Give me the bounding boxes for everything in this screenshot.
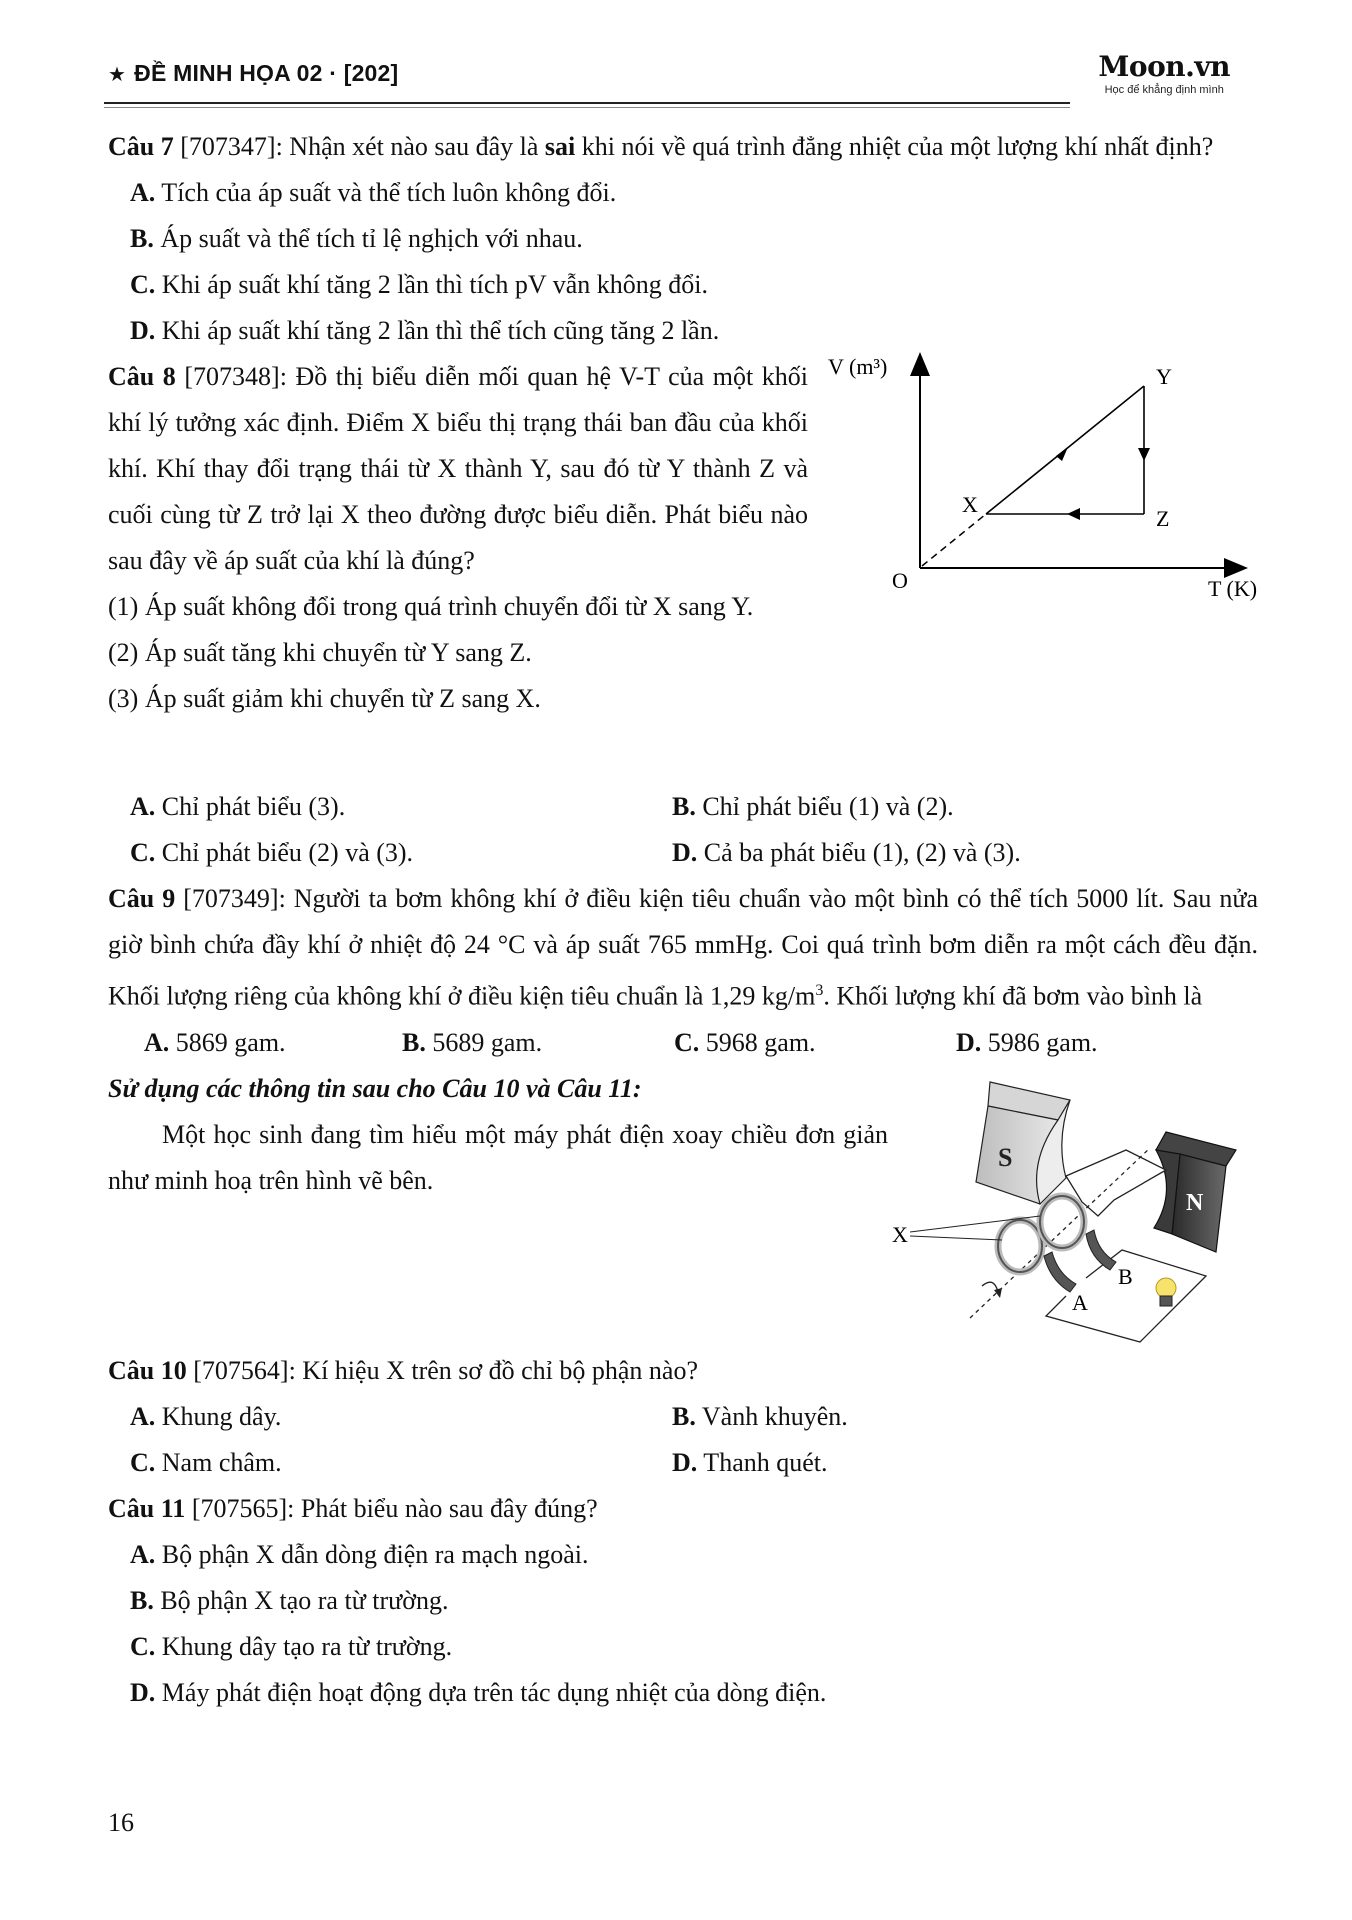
question-9 [108,876,1258,1066]
question-id: [707349] [183,884,279,913]
question-id: [707565] [191,1493,288,1523]
point-z-label: Z [1156,506,1170,531]
option-b[interactable]: B. 5689 gam. [402,1027,543,1057]
extrapolation-dashed-line [922,514,986,566]
question-10-options [108,1394,1258,1486]
question-label: Câu 11 [108,1493,186,1523]
question-label: Câu 10 [108,1355,187,1385]
option-a[interactable]: A. 5869 gam. [144,1027,286,1057]
shared-info-heading: Sử dụng các thông tin sau cho Câu 10 và Câu 11: [108,1073,642,1103]
option-c[interactable]: C. Khi áp suất khí tăng 2 lần thì tích pV vẫn không đổi. [130,270,708,299]
option-b[interactable]: B. Áp suất và thể tích tỉ lệ nghịch với nhau. [130,224,583,253]
exam-title-text: ĐỀ MINH HỌA 02 · [202] [134,60,399,86]
option-c[interactable]: C. 5968 gam. [674,1027,816,1057]
question-stem: Câu 11 [707565]: Phát biểu nào sau đây đúng? [108,1493,598,1523]
shared-info-body: Một học sinh đang tìm hiểu một máy phát điện xoay chiều đơn giản như minh hoạ trên hình vẽ bên. [108,1119,888,1195]
question-stem: Câu 8 [707348]: Đồ thị biểu diễn mối quan hệ V-T của một khối khí lý tưởng xác định. Điểm X biểu thị trạng thái ban đầu của khối khí. Khí thay đổi trạng thái từ X thành Y, sau đó từ Y thành Z và cuối cùng từ Z trở lại X theo đường được biểu diễn. Phát biểu nào sau đây về áp suất của khí là đúng? (1) Áp suất không đổi trong quá trình chuyển đổi từ X sang Y. (2) Áp suất tăng khi chuyển từ Y sang Z. (3) Áp suất giảm khi chuyển từ Z sang X. [108,354,808,722]
label-a: A [1072,1289,1088,1315]
brush-b [1086,1230,1116,1270]
question-stem: Câu 7 [707347]: Nhận xét nào sau đây là sai khi nói về quá trình đẳng nhiệt của một lượng khí nhất định? [108,132,1214,161]
option-a[interactable]: A. Khung dây. [130,1401,282,1431]
question-7 [108,124,1258,354]
page-content [108,124,1258,1716]
magnet-s [976,1082,1070,1204]
question-id: [707348] [184,362,280,391]
option-a[interactable]: A. Chỉ phát biểu (3). [130,792,346,821]
point-x-label: X [962,492,978,517]
question-id: [707564] [193,1355,289,1385]
arrow-x-to-y-icon [1056,447,1068,461]
x-axis-label: T (K) [1208,576,1258,601]
svg-text:S: S [998,1142,1013,1172]
option-a[interactable]: A. Tích của áp suất và thể tích luôn không đổi. [130,178,617,207]
option-d[interactable]: D. Cả ba phát biểu (1), (2) và (3). [672,838,1021,867]
header-divider [104,102,1070,108]
option-c[interactable]: C. Chỉ phát biểu (2) và (3). [130,838,414,867]
question-8-options [108,784,1258,876]
label-x: X [892,1221,908,1247]
brush-a [1044,1252,1076,1292]
statement-3: (3) Áp suất giảm khi chuyển từ Z sang X. [108,684,541,713]
moon-logo [1098,52,1230,96]
y-axis-label: V (m³) [828,354,888,379]
light-bulb-icon [1156,1278,1176,1306]
question-11 [108,1486,1258,1716]
option-b[interactable]: B. Bộ phận X tạo ra từ trường. [130,1585,449,1615]
point-y-label: Y [1156,364,1172,389]
option-d[interactable]: D. Thanh quét. [672,1447,828,1477]
question-8 [108,354,1258,784]
question-stem: Câu 9 [707349]: Người ta bơm không khí ở điều kiện tiêu chuẩn vào một bình có thể tích 5000 lít. Sau nửa giờ bình chứa đầy khí ở nhiệt độ 24 °C và áp suất 765 mmHg. Coi quá trình bơm diễn ra một cách đều đặn. Khối lượng riêng của không khí ở điều kiện tiêu chuẩn là 1,29 $kg/m^3$. Khối lượng khí đã bơm vào bình là [108,884,1258,1011]
page-header [104,48,1280,108]
question-label: Câu 9 [108,884,176,913]
option-b[interactable]: B. Chỉ phát biểu (1) và (2). [672,792,954,821]
option-c[interactable]: C. Khung dây tạo ra từ trường. [130,1631,453,1661]
emphasis-sai: sai [544,132,576,161]
shared-info-block [108,1066,1258,1348]
question-label: Câu 7 [108,132,174,161]
question-id: [707347] [180,132,276,161]
svg-text:N: N [1186,1189,1204,1216]
statement-1: (1) Áp suất không đổi trong quá trình chuyển đổi từ X sang Y. [108,592,754,621]
logo-tagline: Học để khẳng định mình [1104,84,1224,96]
option-b[interactable]: B. Vành khuyên. [672,1401,848,1431]
question-9-options [108,1020,1258,1066]
star-icon: ★ [108,64,127,86]
arrow-z-to-x-icon [1067,508,1080,520]
vt-graph [824,348,1264,618]
question-stem: Câu 10 [707564]: Kí hiệu X trên sơ đồ chỉ bộ phận nào? [108,1355,699,1385]
question-10 [108,1348,1258,1486]
origin-label: O [892,568,908,593]
exam-title [108,60,398,87]
ac-generator-figure [890,1070,1270,1350]
statement-2: (2) Áp suất tăng khi chuyển từ Y sang Z. [108,638,532,667]
arrow-y-to-z-icon [1138,448,1150,461]
label-b: B [1118,1263,1133,1289]
option-a[interactable]: A. Bộ phận X dẫn dòng điện ra mạch ngoài. [130,1539,589,1569]
option-d[interactable]: D. 5986 gam. [956,1027,1098,1057]
page-number: 16 [108,1808,134,1837]
logo-mark: Moon.vn [1098,50,1230,83]
option-c[interactable]: C. Nam châm. [130,1447,282,1477]
magnet-n [1154,1132,1236,1252]
option-d[interactable]: D. Khi áp suất khí tăng 2 lần thì thể tích cũng tăng 2 lần. [130,316,720,345]
question-label: Câu 8 [108,362,176,391]
option-d[interactable]: D. Máy phát điện hoạt động dựa trên tác dụng nhiệt của dòng điện. [130,1677,827,1707]
